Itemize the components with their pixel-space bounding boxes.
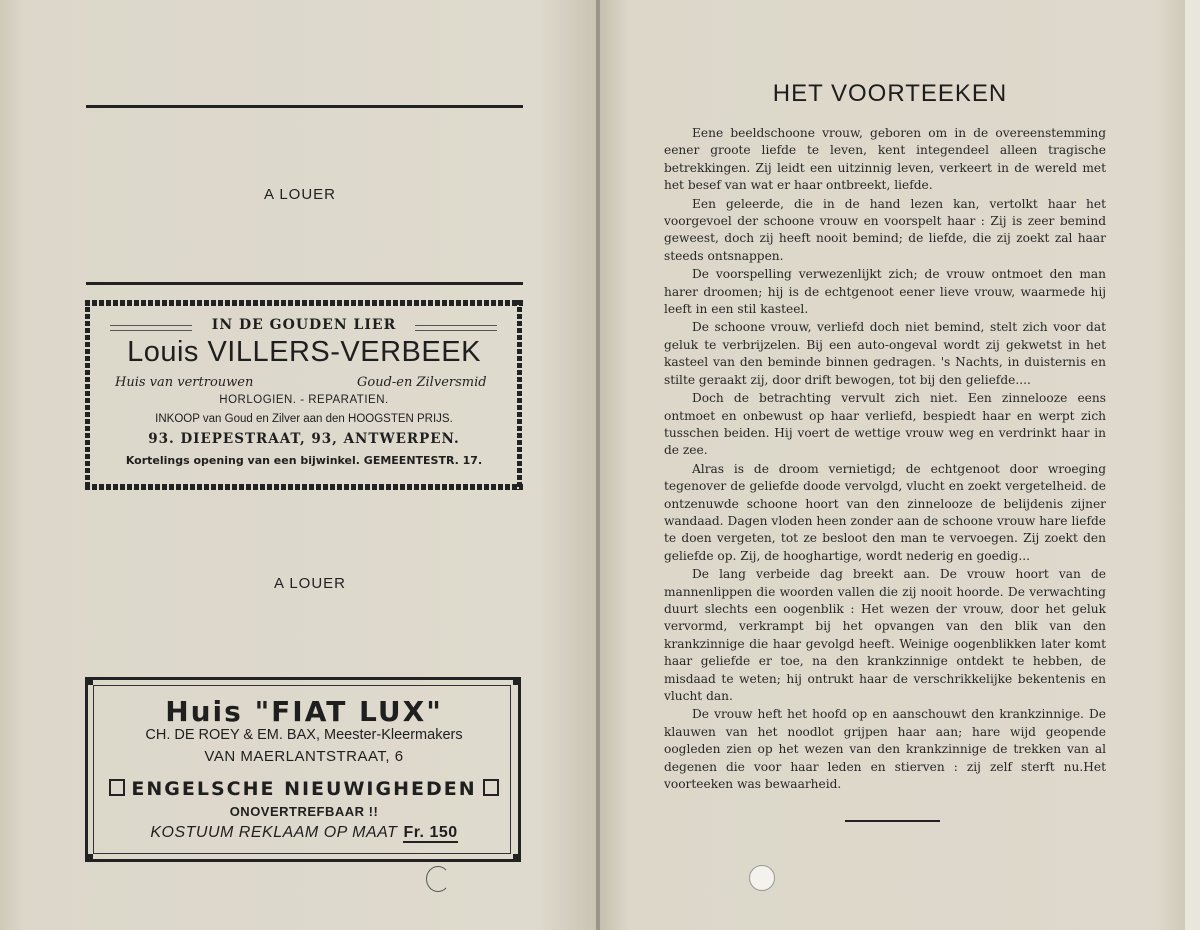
ad-owners: CH. DE ROEY & EM. BAX, Meester-Kleermakers bbox=[145, 727, 463, 743]
ad-offer-text: KOSTUUM REKLAAM OP MAAT bbox=[150, 824, 398, 841]
page-edge bbox=[1185, 0, 1200, 930]
ad-shop-title: Huis "FIAT LUX" bbox=[165, 695, 443, 728]
square-ornament-icon bbox=[483, 779, 499, 796]
story-paragraph: De lang verbeide dag breekt aan. De vrouw hoort van de mannenlippen die woorden vallen die zij nooit hoorde. De verwachting duurt slechts een oogenblik : Het wezen der vrouw, door het geluk vervormd, verkrampt bij het opvangen van den blik van den krankzinnige die haar gevolgd heeft. Weinige oogenblikken later komt haar geliefde er toe, na den krankzinnige ontdekt te hebben, de misdaad te weten; hij ontrukt haar de verschrikkelijke bekentenis en vlucht dan. bbox=[664, 567, 1106, 703]
ad-address: 93. DIEPESTRAAT, 93, ANTWERPEN. bbox=[148, 431, 460, 447]
ad-gouden-lier bbox=[85, 300, 523, 490]
ad-novelties bbox=[85, 778, 523, 800]
story-paragraph: Een geleerde, die in de hand lezen kan, vertolkt haar het voorgevoel der schoone vrouw en voorspelt haar : Zij is zeer bemind geweest, doch zij heeft nooit bemind; de liefde, die zij zoekt zal haar steeds ontsnappen. bbox=[664, 196, 1106, 263]
ad-branch-note: Kortelings opening van een bijwinkel. GEMEENTESTR. 17. bbox=[125, 454, 483, 467]
frame-corner bbox=[513, 677, 521, 685]
story-paragraph: De vrouw heft het hoofd op en aanschouwt den krankzinnige. De klauwen van het noodlot grijpen haar aan; hare wijd geopende oogleden zien op het wezen van den krankzinnige de trekken van al degenen die voor haar leden en stierven : zij zelf sterft nu.Het voorteeken was bewaarheid. bbox=[664, 707, 1106, 792]
frame-corner bbox=[513, 854, 521, 862]
ad-border-top bbox=[85, 300, 523, 306]
punch-hole bbox=[749, 865, 775, 891]
ad-novelties-text: ENGELSCHE NIEUWIGHEDEN bbox=[131, 778, 477, 800]
story-paragraph: Alras is de droom vernietigd; de echtgenoot door wroeging tegenover de geliefde doode vervolgd, vlucht en zoekt vergetelheid. de ontzenuwde schoone hoort van den zinnelooze de belijdenis zijner wandaad. Dagen vloden heen zonder aan de schoone vrouw hare liefde te doen vergeten, tot ze besloot den man te vervoegen. Zij zoekt den geliefde op. Zij, de hooghartige, wordt nederig en goedig... bbox=[664, 461, 1106, 563]
ad-street: VAN MAERLANTSTRAAT, 6 bbox=[204, 748, 404, 765]
ad-fiat-lux bbox=[85, 677, 523, 864]
frame-corner bbox=[85, 854, 93, 862]
ad-purchase-line: INKOOP van Goud en Zilver aan den HOOGSTEN PRIJS. bbox=[155, 413, 453, 425]
pencil-mark bbox=[426, 866, 450, 892]
story-paragraph: De voorspelling verwezenlijkt zich; de vrouw ontmoet den man harer droomen; hij is de echtgenoot eener lieve vrouw, waarmede hij leeft in een stil kasteel. bbox=[664, 267, 1106, 317]
a-louer-label-1: A LOUER bbox=[263, 186, 337, 203]
top-rule bbox=[86, 105, 523, 108]
left-page bbox=[0, 0, 598, 930]
frame-corner bbox=[85, 677, 93, 685]
ad-services: HORLOGIEN. - REPARATIEN. bbox=[219, 394, 389, 406]
square-ornament-icon bbox=[109, 779, 125, 796]
a-louer-label-2: A LOUER bbox=[273, 575, 347, 592]
ad-merchant-name: Louis VILLERS-VERBEEK bbox=[127, 336, 481, 368]
story-paragraph: Eene beeldschoone vrouw, geboren om in de overeenstemming eener groote liefde te leven, kent integendeel alleen tragische betrekkingen. Zij leidt een uitzinnig leven, verkeert in de wereld met het besef van wat er haar ontbreekt, liefde. bbox=[664, 126, 1106, 193]
ad-unbeatable: ONOVERTREFBAAR !! bbox=[229, 804, 379, 819]
ad-price: Fr. 150 bbox=[403, 824, 458, 841]
story-paragraph: Doch de betrachting vervult zich niet. Een zinnelooze eens ontmoet en onbewust op haar verliefd, bespiedt haar en werpt zich tusschen beiden. Hij voert de wettige vrouw weg en verdrinkt haar in de zee. bbox=[664, 391, 1106, 458]
story-title: HET VOORTEEKEN bbox=[772, 80, 1008, 107]
ad-separator-rule bbox=[86, 282, 523, 285]
ad-heading: IN DE GOUDEN LIER bbox=[211, 317, 397, 333]
end-rule bbox=[845, 820, 940, 822]
ad-tagline-right: Goud-en Zilversmid bbox=[357, 375, 487, 390]
story-body bbox=[664, 125, 1106, 794]
ad-offer bbox=[85, 824, 523, 842]
ad-tagline-left: Huis van vertrouwen bbox=[115, 375, 254, 390]
ad-border-bottom bbox=[85, 484, 523, 490]
story-paragraph: De schoone vrouw, verliefd doch niet bemind, stelt zich voor dat geluk te verbrijzelen. Bij een auto-ongeval wordt zij gekwetst in het kasteel van den beminde binnen gedragen. 's Nachts, in duisternis en stilte geraakt zij, door drift bewogen, tot bij den geliefde.... bbox=[664, 320, 1106, 387]
